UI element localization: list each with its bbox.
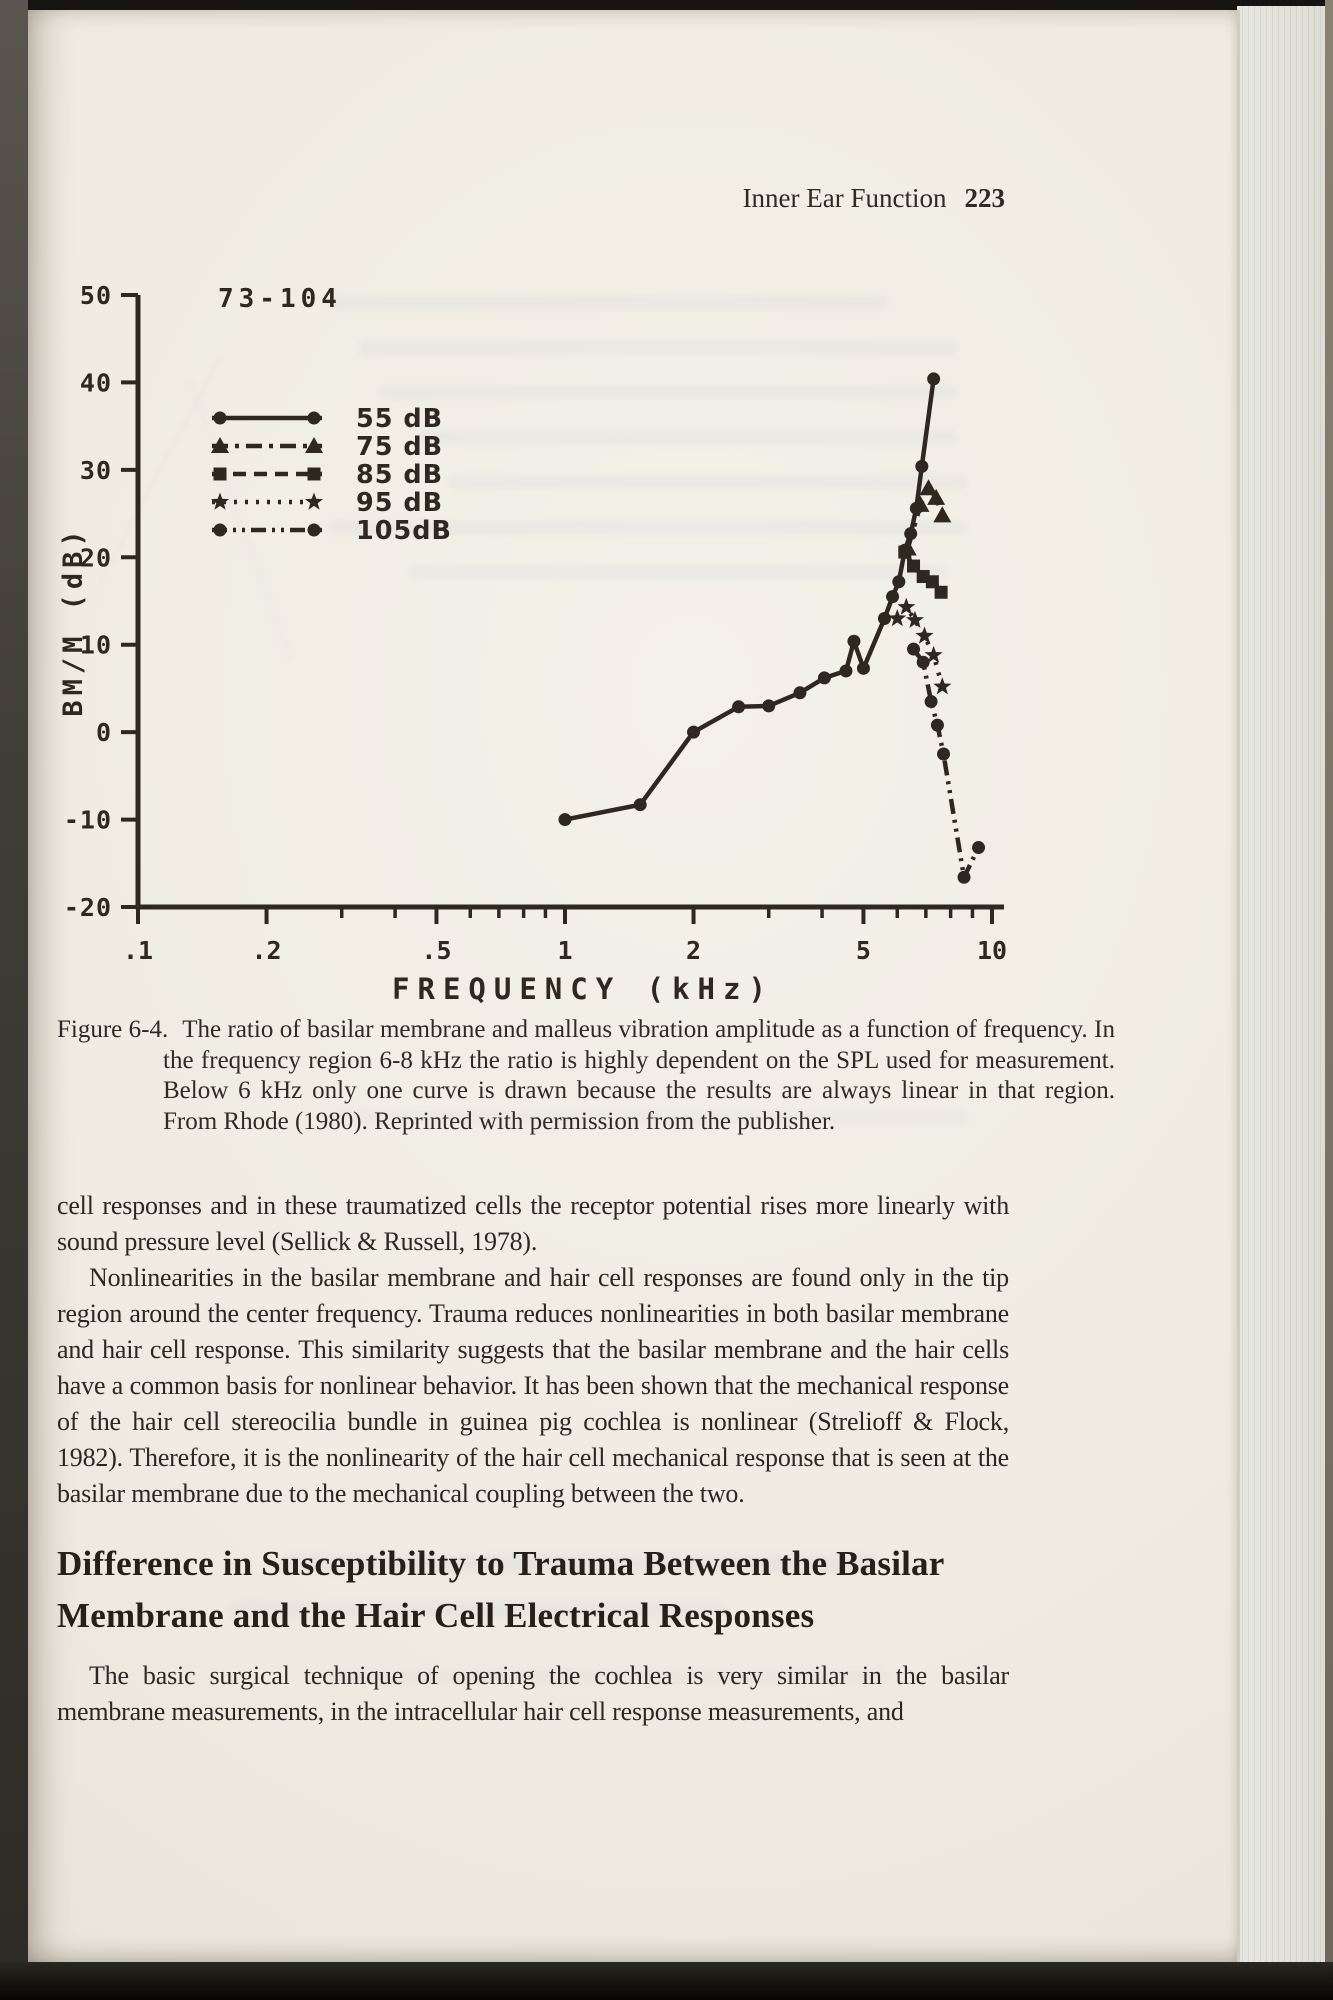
svg-text:.2: .2 bbox=[251, 936, 282, 965]
figure-caption-text: The ratio of basilar membrane and malleus vibration amplitude as a function of frequency. In the frequency region 6-8 kHz the ratio is highly dependent on the SPL used for measurement. Below 6 kHz only one curve is drawn because the results are always linear in that region. From Rhode (1980). Reprinted with permission from the publisher. bbox=[163, 1016, 1115, 1135]
svg-text:55 dB: 55 dB bbox=[356, 404, 444, 434]
svg-text:0: 0 bbox=[95, 718, 112, 748]
series-55-dB bbox=[559, 372, 941, 826]
svg-text:-10: -10 bbox=[63, 805, 112, 835]
figure-6-4-chart bbox=[40, 260, 1050, 1020]
paragraph-continued: cell responses and in these traumatized cells the receptor potential rises more linearly with sound pressure level (Sellick & Russell, 1978). bbox=[57, 1191, 1009, 1256]
svg-text:10: 10 bbox=[79, 630, 112, 660]
book-bottom-edge bbox=[0, 1962, 1333, 2000]
x-axis-label: FREQUENCY (kHz) bbox=[392, 972, 774, 1006]
svg-text:5: 5 bbox=[855, 936, 871, 965]
svg-text:.5: .5 bbox=[421, 936, 452, 965]
figure-caption bbox=[57, 1015, 1115, 1137]
y-axis-label: BM/M (dB) bbox=[58, 525, 89, 717]
svg-text:95 dB: 95 dB bbox=[356, 488, 444, 518]
svg-text:105dB: 105dB bbox=[356, 516, 452, 546]
chart-legend bbox=[211, 404, 452, 546]
series-105-dB bbox=[907, 643, 985, 884]
svg-text:85 dB: 85 dB bbox=[356, 460, 444, 490]
svg-text:.1: .1 bbox=[122, 936, 154, 965]
svg-text:-20: -20 bbox=[63, 893, 112, 922]
svg-text:20: 20 bbox=[79, 543, 112, 573]
section-heading: Difference in Susceptibility to Trauma Between the Basilar Membrane and the Hair Cell Electrical Responses bbox=[57, 1544, 944, 1635]
page-edge-stack bbox=[1237, 6, 1325, 1962]
series-75-dB bbox=[899, 479, 952, 555]
svg-text:50: 50 bbox=[79, 281, 112, 310]
page-number: 223 bbox=[964, 183, 1005, 213]
svg-text:1: 1 bbox=[557, 936, 573, 965]
svg-text:2: 2 bbox=[686, 936, 702, 965]
book-cover-edge bbox=[1325, 0, 1333, 2000]
paragraph: The basic surgical technique of opening the cochlea is very similar in the basilar membrane measurements, in the intracellular hair cell response measurements, and bbox=[57, 1661, 1009, 1726]
series-95-dB bbox=[888, 598, 951, 695]
svg-text:10: 10 bbox=[976, 936, 1008, 965]
book-spine-edge bbox=[0, 0, 28, 2000]
chart-title: 73-104 bbox=[218, 284, 342, 314]
figure-caption-label: Figure 6-4. bbox=[57, 1016, 169, 1043]
book-page bbox=[28, 10, 1240, 1962]
svg-text:30: 30 bbox=[79, 455, 112, 485]
svg-text:40: 40 bbox=[79, 368, 112, 398]
paragraph: Nonlinearities in the basilar membrane and hair cell responses are found only in the tip region around the center frequency. Trauma reduces nonlinearities in both basilar membrane and hair cell response. This similarity suggests that the basilar membrane and the hair cells have a common basis for nonlinear behavior. It has been shown that the mechanical response of the hair cell stereocilia bundle in guinea pig cochlea is nonlinear (Strelioff & Flock, 1982). Therefore, it is the nonlinearity of the hair cell mechanical response that is seen at the basilar membrane due to the mechanical coupling between the two. bbox=[57, 1263, 1009, 1508]
body-text bbox=[57, 1188, 1009, 1730]
chart-axes bbox=[64, 281, 1007, 965]
series-85-dB bbox=[898, 546, 947, 599]
svg-text:75 dB: 75 dB bbox=[356, 432, 444, 462]
running-head bbox=[743, 183, 1005, 214]
running-head-title: Inner Ear Function bbox=[742, 183, 947, 213]
